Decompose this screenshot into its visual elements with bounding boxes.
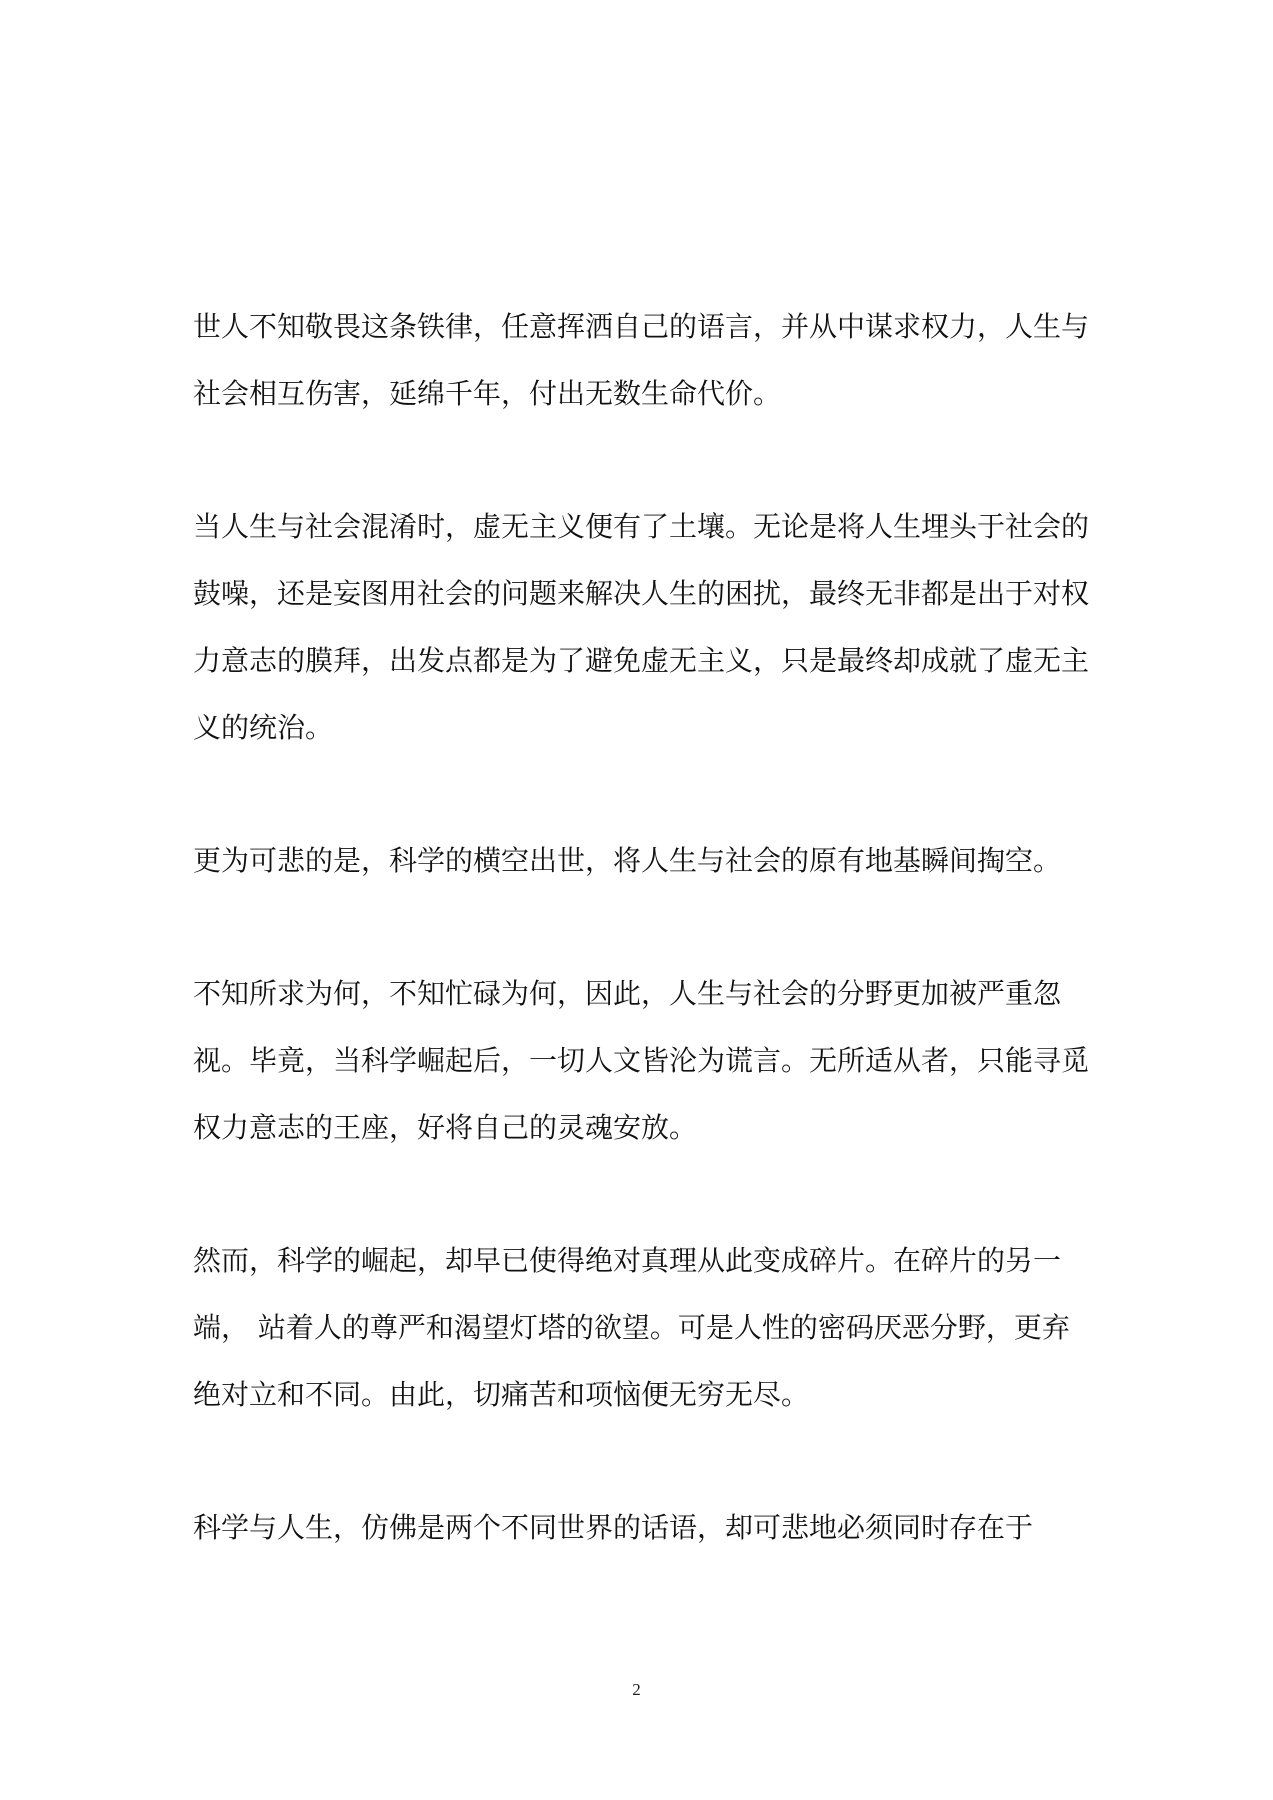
page-number: 2: [632, 1680, 641, 1699]
paragraph: 世人不知敬畏这条铁律，任意挥洒自己的语言，并从中谋求权力，人生与社会相互伤害，延绵千年，付出无数生命代价。: [193, 310, 1090, 410]
paragraph: 然而，科学的崛起，却早已使得绝对真理从此变成碎片。在碎片的另一端， 站着人的尊严和渴望灯塔的欲望。可是人性的密码厌恶分野，更弃绝对立和不同。由此，切痛苦和项恼便无穷无尽。: [193, 1244, 1070, 1411]
paragraph: 更为可悲的是，科学的横空出世，将人生与社会的原有地基瞬间掏空。: [193, 844, 1062, 877]
paragraph: 科学与人生，仿佛是两个不同世界的话语，却可悲地必须同时存在于: [193, 1511, 1034, 1544]
document-body: [193, 293, 1093, 1561]
paragraph: 不知所求为何，不知忙碌为何，因此，人生与社会的分野更加被严重忽视。毕竟，当科学崛起后，一切人文皆沦为谎言。无所适从者，只能寻觅权力意志的王座，好将自己的灵魂安放。: [193, 977, 1090, 1144]
paragraph: 当人生与社会混淆时，虚无主义便有了土壤。无论是将人生埋头于社会的鼓噪，还是妄图用社会的问题来解决人生的困扰，最终无非都是出于对权力意志的膜拜，出发点都是为了避免虚无主义，只是最终却成就了虚无主义的统治。: [193, 510, 1090, 744]
